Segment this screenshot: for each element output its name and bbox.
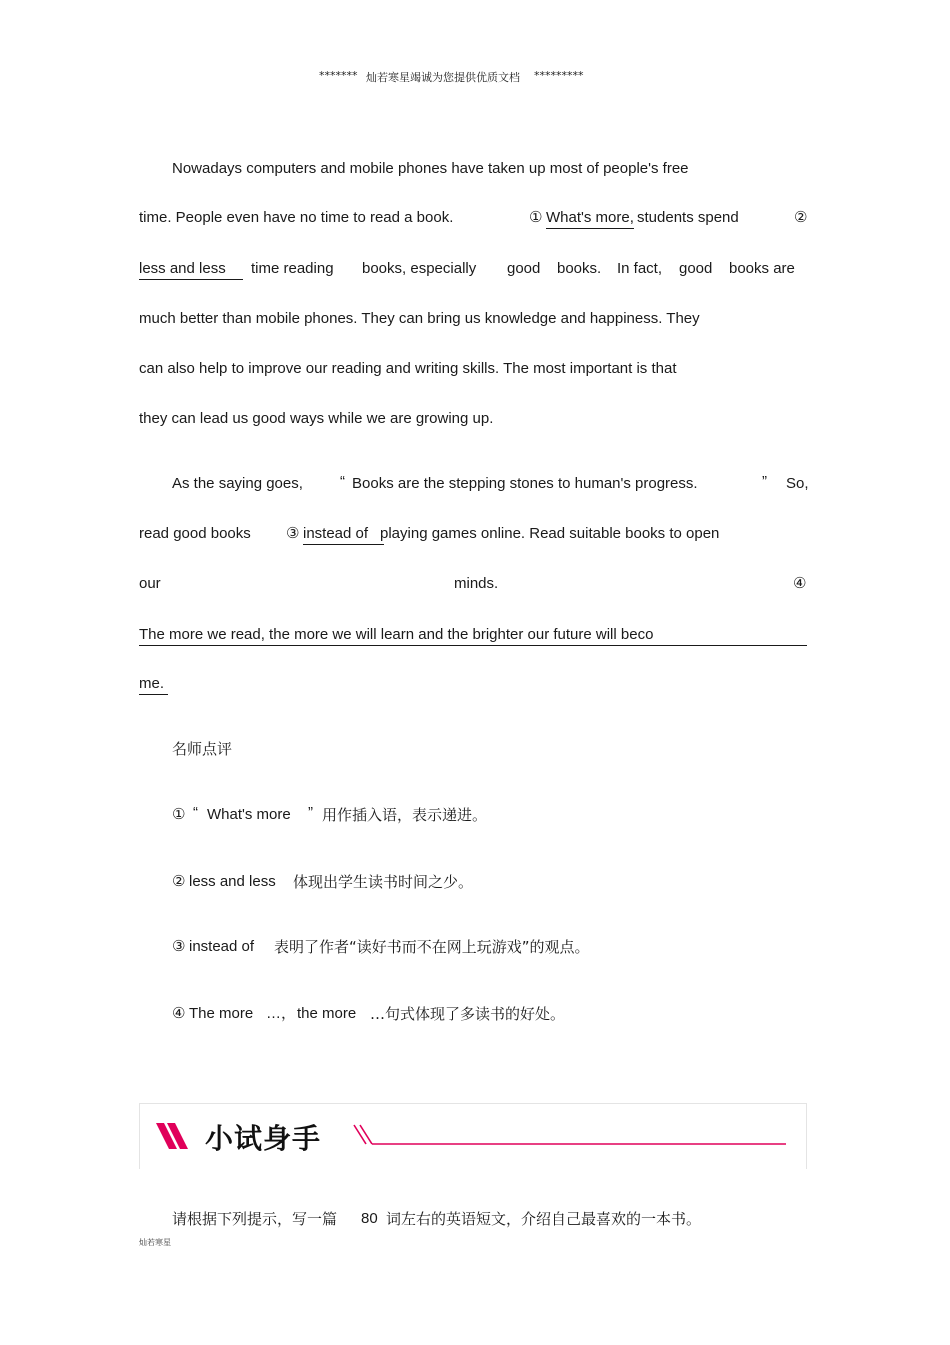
passage2-line-1-a: As the saying goes, bbox=[172, 475, 303, 492]
passage-line-4: much better than mobile phones. They can bring us knowledge and happiness. They bbox=[139, 310, 700, 327]
comment-1-close-quote: ” bbox=[308, 804, 313, 821]
underlined-sentence-the-more: The more we read, the more we will learn and the brighter our future will beco bbox=[139, 626, 807, 646]
passage-line-3-e: books. bbox=[557, 260, 602, 277]
comment-4-mark: ④ bbox=[172, 1005, 186, 1022]
comment-3-text: 表明了作者“读好书而不在网上玩游戏”的观点。 bbox=[274, 938, 590, 956]
passage-line-2-cont: students spend bbox=[637, 209, 739, 226]
passage2-line-2-c: playing games online. Read suitable books to open bbox=[380, 525, 720, 542]
passage-line-6: they can lead us good ways while we are growing up. bbox=[139, 410, 494, 427]
passage-line-5: can also help to improve our reading and writing skills. The most important is that bbox=[139, 360, 677, 377]
header-right-stars: ********* bbox=[534, 69, 584, 82]
close-quote: ” bbox=[762, 473, 767, 490]
passage-line-3-d: good bbox=[507, 260, 541, 277]
comment-2-phrase: less and less bbox=[189, 873, 276, 890]
passage2-line-3-b: minds. bbox=[454, 575, 499, 592]
underlined-sentence-end: me. bbox=[139, 675, 168, 695]
task-word-count: 80 bbox=[361, 1210, 378, 1227]
open-quote: “ bbox=[340, 473, 345, 490]
header-left-stars: ******* bbox=[319, 69, 358, 82]
saying-quote: Books are the stepping stones to human's progress. bbox=[352, 475, 698, 492]
annotation-mark-2: ② bbox=[794, 209, 808, 226]
underlined-phrase-less-and-less: less and less bbox=[139, 260, 243, 280]
comment-1-mark: ① bbox=[172, 806, 186, 823]
comment-4-text: …句式体现了多读书的好处。 bbox=[370, 1005, 566, 1023]
passage-line-1: Nowadays computers and mobile phones have taken up most of people's free bbox=[172, 160, 689, 177]
passage-line-2: time. People even have no time to read a book. bbox=[139, 209, 454, 226]
annotation-mark-4: ④ bbox=[793, 575, 807, 592]
underlined-phrase-instead-of: instead of bbox=[303, 525, 384, 545]
passage-line-3-f: In fact, bbox=[617, 260, 663, 277]
task-text-b: 词左右的英语短文，介绍自己最喜欢的一本书。 bbox=[386, 1210, 702, 1228]
comment-4-ellipsis: …， bbox=[266, 1005, 297, 1022]
passage2-line-1-c: So, bbox=[786, 475, 809, 492]
underlined-phrase-whats-more: What's more, bbox=[546, 209, 634, 229]
footer-text: 灿若寒星 bbox=[139, 1238, 171, 1247]
annotation-mark-3: ③ bbox=[286, 525, 300, 542]
banner-decorative-line bbox=[352, 1122, 788, 1148]
comment-1-phrase: What's more bbox=[207, 806, 291, 823]
comment-2-text: 体现出学生读书时间之少。 bbox=[293, 873, 474, 891]
double-slash-icon bbox=[153, 1120, 193, 1152]
annotation-mark-1: ① bbox=[529, 209, 543, 226]
comment-2-mark: ② bbox=[172, 873, 186, 890]
header-title: 灿若寒星竭诚为您提供优质文档 bbox=[366, 71, 520, 84]
comment-4-phrase-1: The more bbox=[189, 1005, 254, 1022]
comment-3-phrase: instead of bbox=[189, 938, 255, 955]
passage-line-3-g: good bbox=[679, 260, 713, 277]
comments-heading: 名师点评 bbox=[172, 740, 233, 758]
passage2-line-2-a: read good books bbox=[139, 525, 251, 542]
passage-line-3-h: books are bbox=[729, 260, 795, 277]
passage-line-3-c: books, especially bbox=[362, 260, 477, 277]
comment-4-phrase-2: the more bbox=[297, 1005, 357, 1022]
passage2-line-3-a: our bbox=[139, 575, 161, 592]
section-banner-title: 小试身手 bbox=[205, 1122, 322, 1155]
passage-line-3-b: time reading bbox=[251, 260, 334, 277]
comment-1-open-quote: “ bbox=[193, 804, 198, 821]
task-text-a: 请根据下列提示，写一篇 bbox=[172, 1210, 338, 1228]
comment-1-text: 用作插入语，表示递进。 bbox=[322, 806, 488, 824]
comment-3-mark: ③ bbox=[172, 938, 186, 955]
